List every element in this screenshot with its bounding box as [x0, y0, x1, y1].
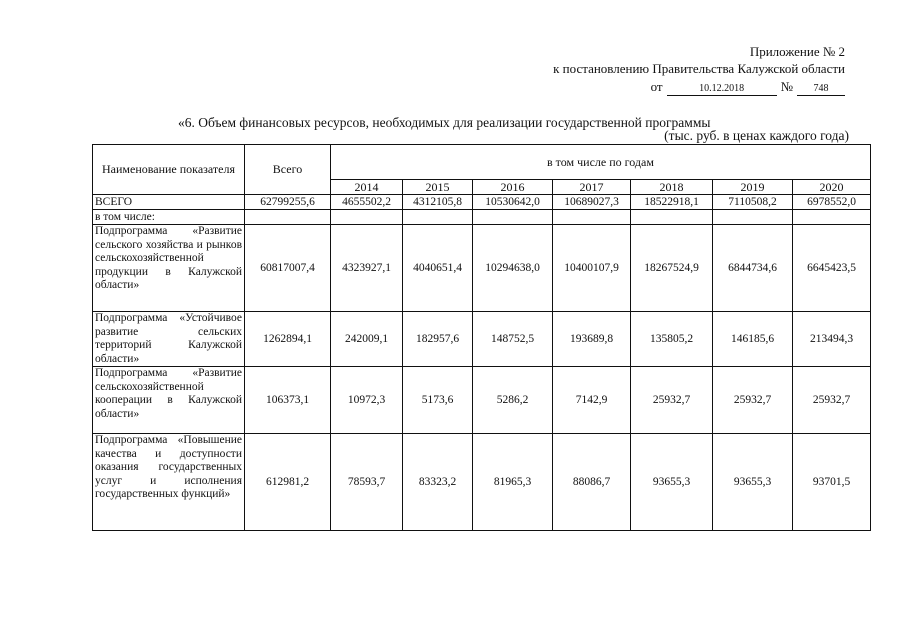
empty-cell [553, 210, 631, 225]
year-header: 2019 [713, 180, 793, 195]
empty-cell [245, 210, 331, 225]
cell-value: 242009,1 [331, 312, 403, 367]
row-total: 612981,2 [245, 434, 331, 531]
cell-value: 10530642,0 [473, 195, 553, 210]
row-total: 106373,1 [245, 367, 331, 434]
cell-value: 193689,8 [553, 312, 631, 367]
year-header: 2017 [553, 180, 631, 195]
cell-value: 93655,3 [713, 434, 793, 531]
table-row-including [93, 210, 871, 225]
cell-value: 4655502,2 [331, 195, 403, 210]
cell-value: 10689027,3 [553, 195, 631, 210]
cell-value: 5286,2 [473, 367, 553, 434]
section-title: «6. Объем финансовых ресурсов, необходимых для реализации государственной программы [178, 115, 711, 130]
units-note: (тыс. руб. в ценах каждого года) [664, 128, 849, 143]
cell-value: 213494,3 [793, 312, 871, 367]
cell-value: 148752,5 [473, 312, 553, 367]
year-header: 2016 [473, 180, 553, 195]
empty-cell [473, 210, 553, 225]
cell-value: 6844734,6 [713, 225, 793, 312]
cell-value: 6978552,0 [793, 195, 871, 210]
row-name: в том числе: [93, 210, 245, 225]
cell-value: 78593,7 [331, 434, 403, 531]
cell-value: 25932,7 [631, 367, 713, 434]
empty-cell [331, 210, 403, 225]
cell-value: 10400107,9 [553, 225, 631, 312]
table-row [93, 225, 871, 312]
column-header-total: Всего [245, 145, 331, 195]
cell-value: 7142,9 [553, 367, 631, 434]
cell-value: 135805,2 [631, 312, 713, 367]
row-name: Подпрограмма «Развитие сельскохозяйственной кооперации в Калужской области» [93, 367, 245, 434]
year-header: 2020 [793, 180, 871, 195]
number-label: № [780, 79, 793, 94]
appendix-label: Приложение № 2 [749, 44, 845, 59]
row-name: Подпрограмма «Устойчивое развитие сельских территорий Калужской области» [93, 312, 245, 367]
table-row [93, 434, 871, 531]
cell-value: 7110508,2 [713, 195, 793, 210]
resolution-label: к постановлению Правительства Калужской области [553, 61, 845, 76]
cell-value: 182957,6 [403, 312, 473, 367]
cell-value: 10972,3 [331, 367, 403, 434]
cell-value: 18522918,1 [631, 195, 713, 210]
row-name: Подпрограмма «Развитие сельского хозяйства и рынков сельскохозяйственной продукции в Калужской области» [93, 225, 245, 312]
table-row [93, 312, 871, 367]
cell-value: 93655,3 [631, 434, 713, 531]
cell-value: 18267524,9 [631, 225, 713, 312]
row-name: Подпрограмма «Повышение качества и доступности оказания государственных услуг и исполнения государственных функций» [93, 434, 245, 531]
cell-value: 5173,6 [403, 367, 473, 434]
cell-value: 83323,2 [403, 434, 473, 531]
column-header-name: Наименование показателя [93, 145, 245, 195]
empty-cell [713, 210, 793, 225]
cell-value: 25932,7 [713, 367, 793, 434]
resolution-number: 748 [797, 83, 845, 96]
table-row [93, 367, 871, 434]
year-header: 2015 [403, 180, 473, 195]
row-total: 62799255,6 [245, 195, 331, 210]
cell-value: 93701,5 [793, 434, 871, 531]
row-name: ВСЕГО [93, 195, 245, 210]
row-total: 1262894,1 [245, 312, 331, 367]
cell-value: 4323927,1 [331, 225, 403, 312]
from-label: от [650, 79, 663, 94]
empty-cell [793, 210, 871, 225]
cell-value: 6645423,5 [793, 225, 871, 312]
cell-value: 81965,3 [473, 434, 553, 531]
financing-table [92, 144, 871, 531]
cell-value: 88086,7 [553, 434, 631, 531]
cell-value: 4312105,8 [403, 195, 473, 210]
column-header-years: в том числе по годам [331, 145, 871, 180]
table-row-total [93, 195, 871, 210]
row-total: 60817007,4 [245, 225, 331, 312]
year-header: 2018 [631, 180, 713, 195]
cell-value: 25932,7 [793, 367, 871, 434]
resolution-date-line [651, 79, 845, 96]
resolution-date: 10.12.2018 [667, 83, 777, 96]
empty-cell [631, 210, 713, 225]
cell-value: 146185,6 [713, 312, 793, 367]
year-header: 2014 [331, 180, 403, 195]
cell-value: 10294638,0 [473, 225, 553, 312]
empty-cell [403, 210, 473, 225]
cell-value: 4040651,4 [403, 225, 473, 312]
